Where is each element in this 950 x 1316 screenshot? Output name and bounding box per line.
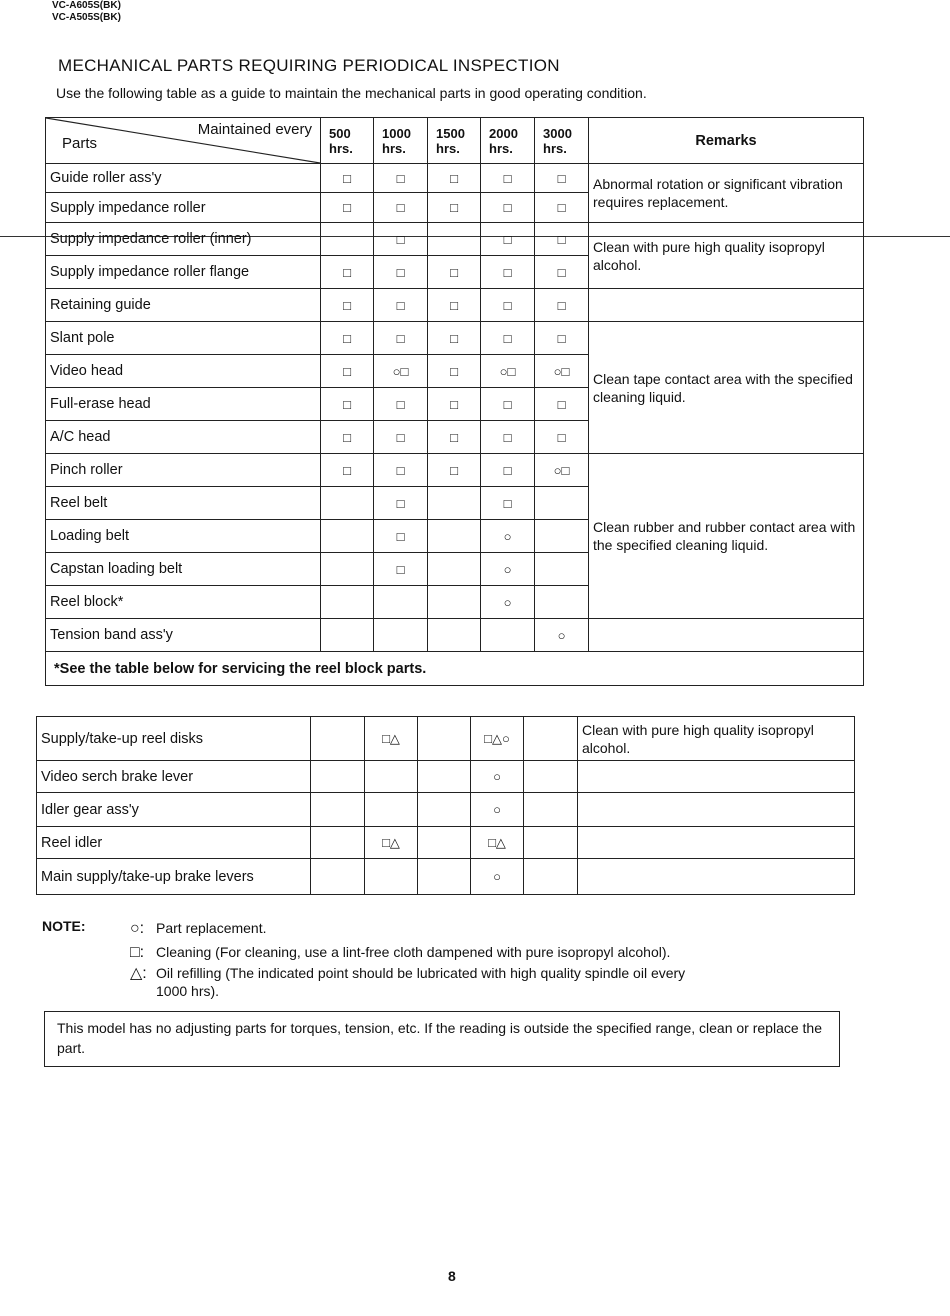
part-name: Video serch brake lever bbox=[37, 761, 311, 793]
maintenance-mark: □ bbox=[535, 193, 589, 223]
maintenance-mark: □ bbox=[428, 322, 481, 355]
table-row bbox=[46, 619, 864, 652]
maintenance-mark: ○ bbox=[535, 619, 589, 652]
note-label: NOTE: bbox=[42, 918, 86, 934]
maintenance-mark: □ bbox=[481, 193, 535, 223]
part-name: Reel idler bbox=[37, 827, 311, 859]
maintenance-mark: □ bbox=[481, 289, 535, 322]
part-name: Full-erase head bbox=[46, 388, 321, 421]
reel-block-table bbox=[36, 716, 855, 895]
maintenance-mark: □ bbox=[535, 388, 589, 421]
maintenance-mark: □ bbox=[374, 193, 428, 223]
maintenance-mark bbox=[321, 586, 374, 619]
legend-text: Part replacement. bbox=[156, 920, 267, 936]
maintenance-mark: □ bbox=[321, 421, 374, 454]
maintenance-mark bbox=[418, 793, 471, 827]
maintenance-mark: □ bbox=[374, 553, 428, 586]
legend-item bbox=[130, 964, 685, 983]
maintenance-mark bbox=[311, 793, 365, 827]
page-title: MECHANICAL PARTS REQUIRING PERIODICAL INSPECTION bbox=[58, 56, 560, 75]
maintenance-mark bbox=[428, 619, 481, 652]
maintenance-mark bbox=[535, 586, 589, 619]
maintenance-mark: ○□ bbox=[481, 355, 535, 388]
maintenance-mark: ○□ bbox=[535, 454, 589, 487]
maintenance-mark bbox=[418, 859, 471, 895]
maintenance-mark: □ bbox=[481, 421, 535, 454]
maintenance-mark: □ bbox=[321, 256, 374, 289]
maintenance-mark bbox=[374, 586, 428, 619]
table-row bbox=[46, 223, 864, 256]
maintenance-mark: □ bbox=[535, 256, 589, 289]
header-maintained-label: Maintained every bbox=[197, 121, 312, 138]
part-name: Supply/take-up reel disks bbox=[37, 717, 311, 761]
maintenance-mark bbox=[321, 223, 374, 256]
legend-text: Oil refilling (The indicated point should be lubricated with high quality spindle oil every bbox=[156, 965, 686, 981]
maintenance-mark bbox=[321, 487, 374, 520]
remarks-cell: Abnormal rotation or significant vibration requires replacement. bbox=[589, 164, 864, 223]
remarks-cell bbox=[578, 859, 855, 895]
maintenance-mark: □ bbox=[481, 223, 535, 256]
maintenance-mark: □ bbox=[321, 164, 374, 193]
header-hours: 3000 hrs. bbox=[535, 118, 589, 164]
remarks-cell: Clean rubber and rubber contact area with the specified cleaning liquid. bbox=[589, 454, 864, 619]
legend-item bbox=[130, 919, 267, 938]
part-name: Main supply/take-up brake levers bbox=[37, 859, 311, 895]
table-row bbox=[37, 793, 855, 827]
part-name: Supply impedance roller flange bbox=[46, 256, 321, 289]
page-number: 8 bbox=[448, 1268, 456, 1284]
maintenance-mark bbox=[524, 717, 578, 761]
maintenance-mark: □ bbox=[374, 289, 428, 322]
table-row bbox=[37, 859, 855, 895]
maintenance-mark bbox=[524, 761, 578, 793]
maintenance-mark: ○ bbox=[481, 553, 535, 586]
maintenance-mark: □ bbox=[481, 164, 535, 193]
maintenance-mark bbox=[321, 619, 374, 652]
part-name: Loading belt bbox=[46, 520, 321, 553]
legend-symbol: △: bbox=[130, 965, 147, 982]
maintenance-mark: □ bbox=[428, 388, 481, 421]
remarks-cell: Clean tape contact area with the specified cleaning liquid. bbox=[589, 322, 864, 454]
model-number: VC-A505S(BK) bbox=[52, 12, 121, 23]
maintenance-mark bbox=[535, 520, 589, 553]
header-hours: 1500 hrs. bbox=[428, 118, 481, 164]
maintenance-mark bbox=[535, 487, 589, 520]
maintenance-mark: ○□ bbox=[374, 355, 428, 388]
maintenance-mark: □ bbox=[374, 164, 428, 193]
header-parts-maintained bbox=[46, 118, 321, 164]
maintenance-mark bbox=[524, 859, 578, 895]
maintenance-mark: □ bbox=[428, 355, 481, 388]
legend-text: 1000 hrs). bbox=[156, 983, 220, 999]
inspection-table bbox=[45, 117, 864, 686]
maintenance-mark: □ bbox=[428, 421, 481, 454]
maintenance-mark: □ bbox=[535, 421, 589, 454]
legend-symbol: □: bbox=[130, 944, 145, 961]
maintenance-mark bbox=[535, 553, 589, 586]
maintenance-mark: □ bbox=[428, 289, 481, 322]
maintenance-mark: □ bbox=[321, 322, 374, 355]
maintenance-mark: □△○ bbox=[471, 717, 524, 761]
part-name: Guide roller ass'y bbox=[46, 164, 321, 193]
maintenance-mark bbox=[418, 827, 471, 859]
maintenance-mark bbox=[524, 793, 578, 827]
header-hours: 2000 hrs. bbox=[481, 118, 535, 164]
maintenance-mark: □ bbox=[535, 164, 589, 193]
maintenance-mark bbox=[428, 223, 481, 256]
maintenance-mark: □ bbox=[481, 256, 535, 289]
maintenance-mark bbox=[321, 553, 374, 586]
maintenance-mark bbox=[321, 520, 374, 553]
maintenance-mark: ○□ bbox=[535, 355, 589, 388]
maintenance-mark: □ bbox=[428, 454, 481, 487]
table-header-row bbox=[46, 118, 864, 164]
maintenance-mark: □△ bbox=[365, 827, 418, 859]
remarks-cell bbox=[578, 761, 855, 793]
maintenance-mark bbox=[374, 619, 428, 652]
maintenance-mark: ○ bbox=[471, 859, 524, 895]
maintenance-mark: □△ bbox=[365, 717, 418, 761]
remarks-cell: Clean with pure high quality isopropyl alcohol. bbox=[578, 717, 855, 761]
legend-item bbox=[130, 982, 219, 1000]
part-name: Supply impedance roller (inner) bbox=[46, 223, 321, 256]
part-name: A/C head bbox=[46, 421, 321, 454]
part-name: Pinch roller bbox=[46, 454, 321, 487]
maintenance-mark: □ bbox=[374, 322, 428, 355]
table-row bbox=[46, 289, 864, 322]
maintenance-mark: □ bbox=[535, 223, 589, 256]
maintenance-mark: ○ bbox=[471, 761, 524, 793]
maintenance-mark bbox=[365, 761, 418, 793]
part-name: Slant pole bbox=[46, 322, 321, 355]
maintenance-mark bbox=[311, 717, 365, 761]
table-row bbox=[46, 454, 864, 487]
maintenance-mark: □ bbox=[374, 520, 428, 553]
part-name: Reel block* bbox=[46, 586, 321, 619]
remarks-cell bbox=[578, 793, 855, 827]
legend-symbol: ○: bbox=[130, 920, 145, 937]
maintenance-mark: ○ bbox=[481, 586, 535, 619]
maintenance-mark: □ bbox=[428, 256, 481, 289]
maintenance-mark bbox=[428, 586, 481, 619]
legend-item bbox=[130, 943, 670, 962]
maintenance-mark bbox=[481, 619, 535, 652]
table-row bbox=[46, 322, 864, 355]
maintenance-mark: □ bbox=[428, 164, 481, 193]
part-name: Tension band ass'y bbox=[46, 619, 321, 652]
maintenance-mark: □ bbox=[321, 193, 374, 223]
maintenance-mark bbox=[365, 793, 418, 827]
reel-block-footnote: *See the table below for servicing the reel block parts. bbox=[46, 652, 864, 686]
maintenance-mark: ○ bbox=[481, 520, 535, 553]
adjustment-note: This model has no adjusting parts for torques, tension, etc. If the reading is outside the specified range, clean or replace the part. bbox=[44, 1011, 840, 1067]
part-name: Video head bbox=[46, 355, 321, 388]
part-name: Retaining guide bbox=[46, 289, 321, 322]
model-number: VC-A605S(BK) bbox=[52, 0, 121, 11]
maintenance-mark: □ bbox=[321, 454, 374, 487]
maintenance-mark: □ bbox=[481, 487, 535, 520]
maintenance-mark: □ bbox=[321, 289, 374, 322]
part-name: Supply impedance roller bbox=[46, 193, 321, 223]
maintenance-mark: □ bbox=[374, 421, 428, 454]
maintenance-mark bbox=[428, 553, 481, 586]
maintenance-mark: □ bbox=[374, 256, 428, 289]
maintenance-mark: □△ bbox=[471, 827, 524, 859]
maintenance-mark: □ bbox=[481, 322, 535, 355]
footnote-row bbox=[46, 652, 864, 686]
part-name: Idler gear ass'y bbox=[37, 793, 311, 827]
maintenance-mark: ○ bbox=[471, 793, 524, 827]
maintenance-mark: □ bbox=[374, 454, 428, 487]
maintenance-mark: □ bbox=[535, 289, 589, 322]
remarks-cell bbox=[578, 827, 855, 859]
legend-text: Cleaning (For cleaning, use a lint-free cloth dampened with pure isopropyl alcohol). bbox=[156, 944, 671, 960]
maintenance-mark bbox=[418, 717, 471, 761]
table-row bbox=[37, 761, 855, 793]
maintenance-mark bbox=[311, 859, 365, 895]
table-row bbox=[37, 717, 855, 761]
part-name: Reel belt bbox=[46, 487, 321, 520]
maintenance-mark: □ bbox=[374, 223, 428, 256]
maintenance-mark bbox=[365, 859, 418, 895]
header-hours: 1000 hrs. bbox=[374, 118, 428, 164]
part-name: Capstan loading belt bbox=[46, 553, 321, 586]
maintenance-mark: □ bbox=[374, 487, 428, 520]
maintenance-mark bbox=[524, 827, 578, 859]
maintenance-mark: □ bbox=[374, 388, 428, 421]
header-parts-label: Parts bbox=[62, 135, 98, 152]
header-hours: 500 hrs. bbox=[321, 118, 374, 164]
maintenance-mark: □ bbox=[481, 454, 535, 487]
remarks-cell bbox=[589, 619, 864, 652]
maintenance-mark: □ bbox=[428, 193, 481, 223]
maintenance-mark bbox=[311, 761, 365, 793]
maintenance-mark bbox=[418, 761, 471, 793]
header-remarks: Remarks bbox=[589, 118, 864, 164]
maintenance-mark bbox=[428, 520, 481, 553]
maintenance-mark: □ bbox=[535, 322, 589, 355]
table-row bbox=[46, 164, 864, 193]
remarks-cell: Clean with pure high quality isopropyl alcohol. bbox=[589, 223, 864, 289]
maintenance-mark: □ bbox=[321, 355, 374, 388]
maintenance-mark: □ bbox=[321, 388, 374, 421]
remarks-cell bbox=[589, 289, 864, 322]
table-row bbox=[37, 827, 855, 859]
page-subtitle: Use the following table as a guide to maintain the mechanical parts in good operating condition. bbox=[56, 85, 647, 101]
maintenance-mark: □ bbox=[481, 388, 535, 421]
maintenance-mark bbox=[311, 827, 365, 859]
maintenance-mark bbox=[428, 487, 481, 520]
